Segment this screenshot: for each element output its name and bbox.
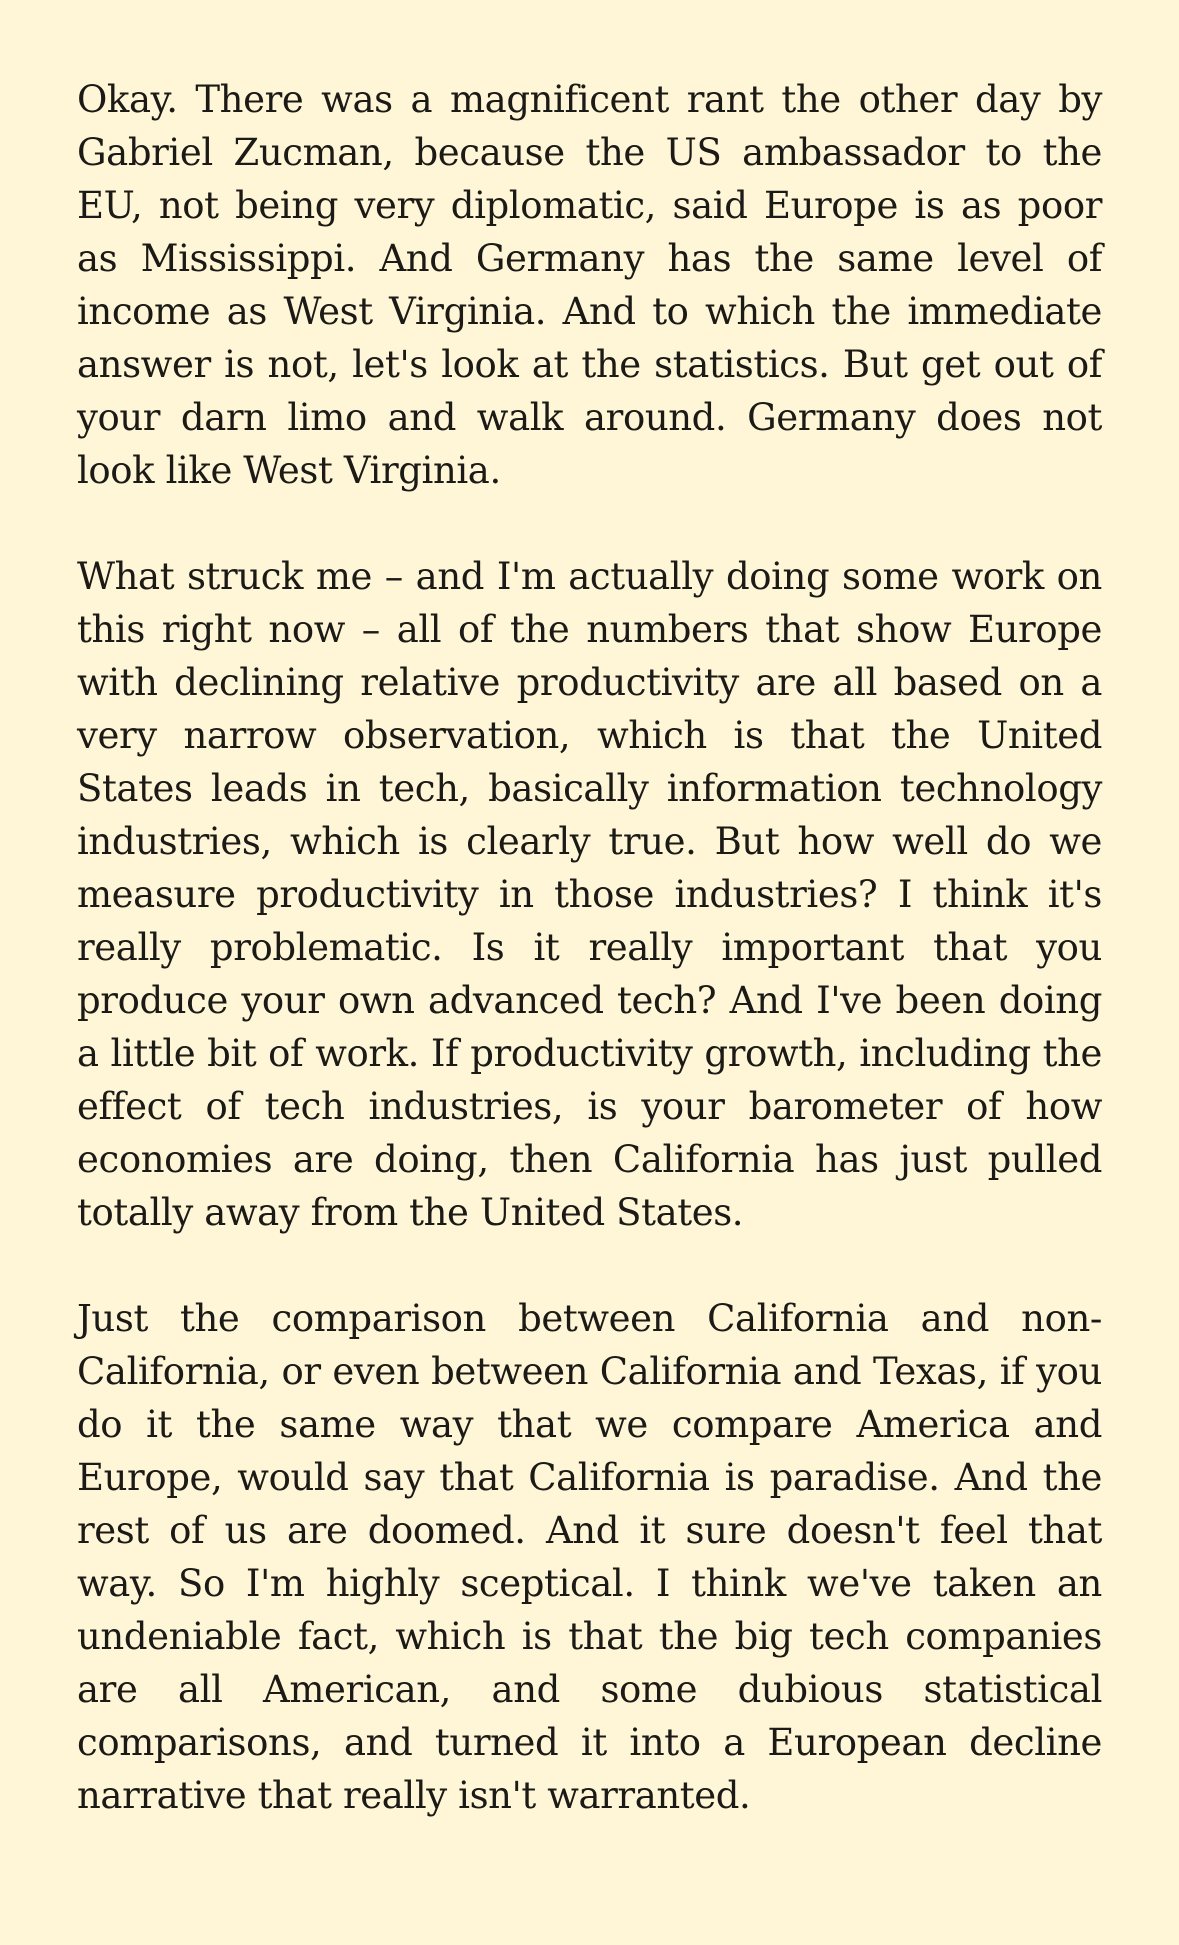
- paragraph-2: What struck me – and I'm actually doing some work on this right now – all of the numbers that show Europe with declining relative productivity are all based on a very narrow observation, which is that the United States leads in tech, basically information technology industries, which is clearly true. But how well do we measure productivity in those industries? I think it's really problematic. Is it really important that you produce your own advanced tech? And I've been doing a little bit of work. If productivity growth, including the effect of tech industries, is your barometer of how economies are doing, then California has just pulled totally away from the United States.: [77, 555, 1102, 1234]
- paragraph-1: Okay. There was a magnificent rant the other day by Gabriel Zucman, because the US ambassador to the EU, not being very diplomatic, said Europe is as poor as Mississippi. And Germany has the same level of income as West Virginia. And to which the immediate answer is not, let's look at the statistics. But get out of your darn limo and walk around. Germany does not look like West Virginia.: [77, 78, 1102, 492]
- paragraph-3: Just the comparison between California and non-California, or even between California and Texas, if you do it the same way that we compare America and Europe, would say that California is paradise. And the rest of us are doomed. And it sure doesn't feel that way. So I'm highly sceptical. I think we've taken an undeniable fact, which is that the big tech companies are all American, and some dubious statistical comparisons, and turned it into a European decline narrative that really isn't warranted.: [77, 1297, 1102, 1817]
